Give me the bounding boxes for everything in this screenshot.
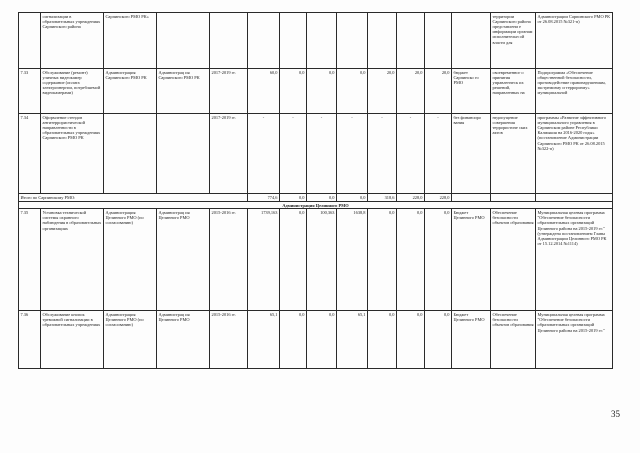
program-reference: Муниципальная целевая программа "Обеспечение безопасности образовательных организаций Целинного района на 2015-2019 гг." (утверждена постановлением Главы Администрации Целинного РМО РК от 15.12.2014 №1114) [536, 209, 613, 311]
period: 2015-2016 гг. [210, 311, 248, 369]
federal-budget: - [280, 114, 307, 194]
republic-budget: - [307, 114, 337, 194]
program-reference: Подпрограмма «Обеспечение общественной безопасности, противодействие правонарушениям, экстремизму и терроризму» муниципальной [536, 69, 613, 114]
municipal-budget: 0,0 [337, 194, 368, 202]
measure-name: Обслуживание кнопок тревожной сигнализации в образовательных учреждениях [41, 311, 104, 369]
table-row [19, 13, 613, 69]
republic-budget: 100,363 [307, 209, 337, 311]
municipal-budget: 1638,8 [337, 209, 368, 311]
year-1-amount: 0,0 [368, 209, 397, 311]
federal-budget [280, 13, 307, 69]
co-executor: Администрац ия Целинного РМО [157, 209, 210, 311]
co-executor: Администрац ия Сарпинского РМО РК [157, 69, 210, 114]
year-2-amount: - [397, 114, 425, 194]
year-1-amount: 0,0 [368, 311, 397, 369]
table-row [19, 69, 613, 114]
section-title: Администрация Целинного РМО [19, 202, 613, 209]
total-amount: 1739,163 [248, 209, 280, 311]
program-reference: Муниципальная целевая программа "Обеспечение безопасности образовательных организаций Целинного района на 2015-2019 гг." [536, 311, 613, 369]
expected-result: Обеспечение безопасности объектов образования [491, 311, 536, 369]
period: 2017-2019 гг. [210, 69, 248, 114]
measure-name: Установка технической системы охранного наблюдения в образовательных организациях [41, 209, 104, 311]
federal-budget: 0,0 [280, 69, 307, 114]
period [210, 13, 248, 69]
total-amount: - [248, 114, 280, 194]
federal-budget: 0,0 [280, 209, 307, 311]
co-executor [157, 13, 210, 69]
executor [104, 114, 157, 194]
year-1-amount: - [368, 114, 397, 194]
measures-table [18, 12, 613, 369]
co-executor [157, 114, 210, 194]
year-3-amount [425, 13, 452, 69]
funding-source: Бюджет Целинного РМО [452, 311, 491, 369]
program-reference: Администрации Сарпинского РМО РК от 26.08.2015 №321-п) [536, 13, 613, 69]
year-2-amount [397, 13, 425, 69]
total-amount: 774,6 [248, 194, 280, 202]
year-1-amount: 20,0 [368, 69, 397, 114]
row-number: 7.34 [19, 114, 41, 194]
expected-result: Обеспечение безопасности объектов образования [491, 209, 536, 311]
measure-name: Обслуживание (ремонт) уличных видеокамер содержание (оплата электроэнергии, потребляемой видеокамерами) [41, 69, 104, 114]
program-reference: программы «Развитие эффективного муниципального управления в Сарпинском районе Республики Калмыкия на 2016-2020 годы» (постановление Администрации Сарпинского РМО РК от 26.08.2015 №322-п) [536, 114, 613, 194]
executor: Администрация Целинного РМО (по согласованию) [104, 311, 157, 369]
federal-budget: 0,0 [280, 194, 307, 202]
row-number: 7.33 [19, 69, 41, 114]
funding-source: без финансиро вания [452, 114, 491, 194]
measure-name: сигнализации в образовательных учреждениях Сарпинского района [41, 13, 104, 69]
total-amount: 65,1 [248, 311, 280, 369]
row-number: 7.36 [19, 311, 41, 369]
republic-budget: 0,0 [307, 69, 337, 114]
executor: Сарпинского РМО РК» [104, 13, 157, 69]
funding-source: бюджет Сарпинско го РМО [452, 69, 491, 114]
section-header-row [19, 202, 613, 209]
expected-result: своевременног о принятия управленческ их решений, направленных на [491, 69, 536, 114]
table-row [19, 311, 613, 369]
funding-source: Бюджет Целинного РМО [452, 209, 491, 311]
table-row [19, 209, 613, 311]
period: 2015-2016 гг. [210, 209, 248, 311]
municipal-budget: 0,0 [337, 69, 368, 114]
year-2-amount: 0,0 [397, 311, 425, 369]
period: 2017-2019 гг. [210, 114, 248, 194]
total-amount [248, 13, 280, 69]
year-1-amount [368, 13, 397, 69]
total-amount: 60,0 [248, 69, 280, 114]
measure-name: Оформление стендов антитеррористической направленности в образовательных учреждениях Сарпинского РМО РК [41, 114, 104, 194]
municipal-budget: - [337, 114, 368, 194]
table-row [19, 114, 613, 194]
municipal-budget: 65,1 [337, 311, 368, 369]
year-3-amount: 20,0 [425, 69, 452, 114]
page-number: 35 [611, 409, 620, 419]
expected-result: недопущение совершения террористиче ских актов [491, 114, 536, 194]
row-number [19, 13, 41, 69]
year-3-amount: - [425, 114, 452, 194]
year-3-amount: 228,0 [425, 194, 452, 202]
year-3-amount: 0,0 [425, 311, 452, 369]
municipal-budget [337, 13, 368, 69]
total-row [19, 194, 613, 202]
year-3-amount: 0,0 [425, 209, 452, 311]
row-number: 7.35 [19, 209, 41, 311]
total-label: Итого по Сарпинскому РМО: [19, 194, 248, 202]
expected-result: территории Сарпинского района представлени е информации органам исполнительн ой власти для [491, 13, 536, 69]
executor: Администрация Сарпинского РМО РК [104, 69, 157, 114]
executor: Администрация Целинного РМО (по согласованию) [104, 209, 157, 311]
year-1-amount: 318,6 [368, 194, 397, 202]
federal-budget: 0,0 [280, 311, 307, 369]
year-2-amount: 20,0 [397, 69, 425, 114]
republic-budget: 0,0 [307, 311, 337, 369]
year-2-amount: 0,0 [397, 209, 425, 311]
year-2-amount: 228,0 [397, 194, 425, 202]
co-executor: Администрац ия Целинного РМО [157, 311, 210, 369]
republic-budget: 0,0 [307, 194, 337, 202]
funding-source [452, 13, 491, 69]
republic-budget [307, 13, 337, 69]
